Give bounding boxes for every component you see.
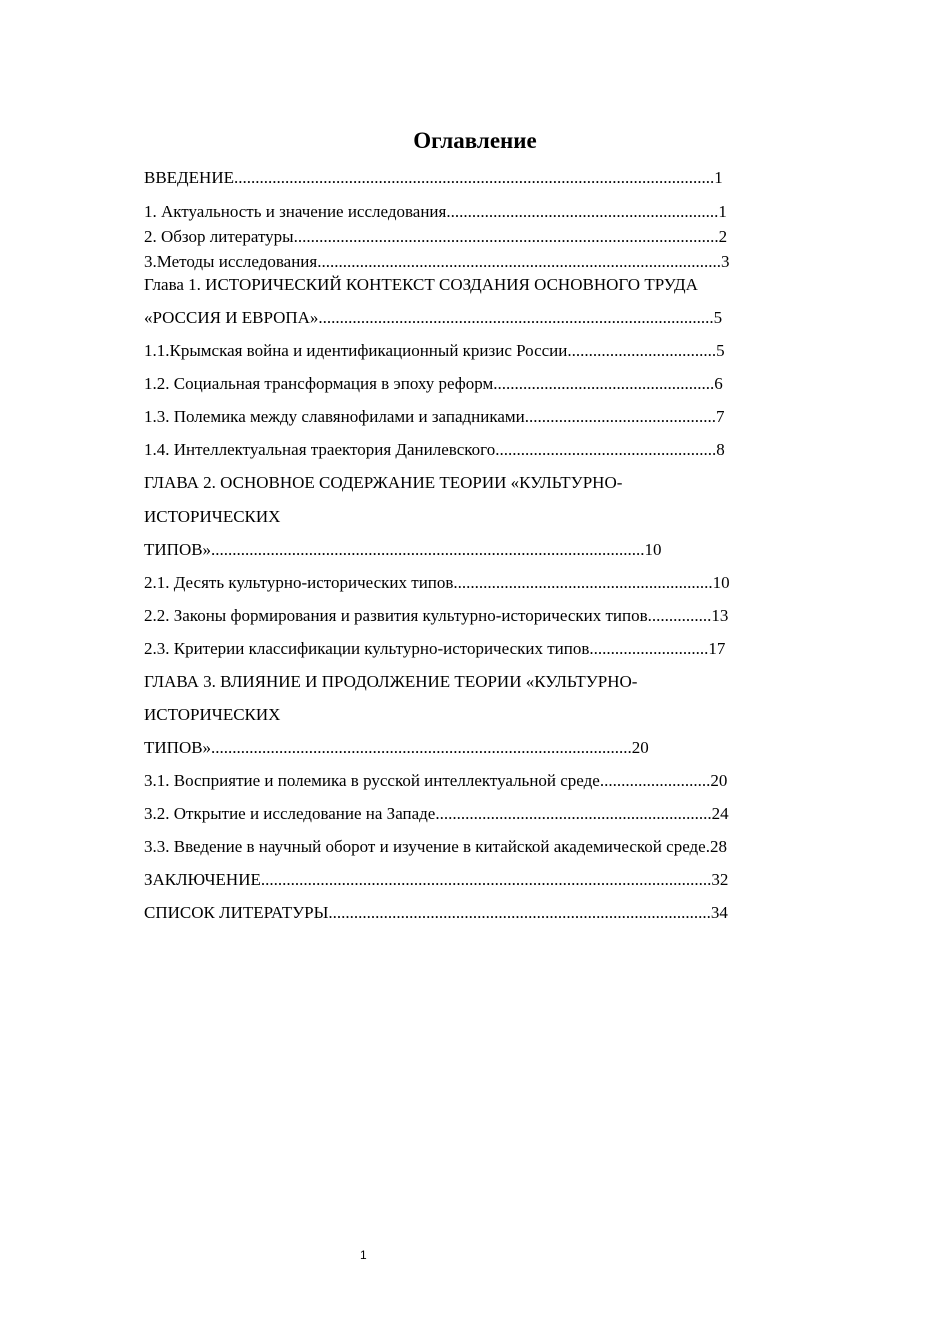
toc-entry-1-1: 1.1.Крымская война и идентификационный кризис России...................................5 <box>144 341 725 360</box>
toc-entry-chapter-1-line-1: Глава 1. ИСТОРИЧЕСКИЙ КОНТЕКСТ СОЗДАНИЯ ОСНОВНОГО ТРУДА <box>144 275 698 294</box>
toc-entry-bibliography: СПИСОК ЛИТЕРАТУРЫ..........................................................................................34 <box>144 903 728 922</box>
toc-entry-chapter-3-line-1: ГЛАВА 3. ВЛИЯНИЕ И ПРОДОЛЖЕНИЕ ТЕОРИИ «КУЛЬТУРНО- <box>144 672 638 691</box>
toc-entry-3-2: 3.2. Открытие и исследование на Западе.................................................................24 <box>144 804 729 823</box>
toc-entry-2-3: 2.3. Критерии классификации культурно-исторических типов............................17 <box>144 639 726 658</box>
toc-entry-2-2: 2.2. Законы формирования и развития культурно-исторических типов...............13 <box>144 606 729 625</box>
toc-entry-chapter-1-line-2: «РОССИЯ И ЕВРОПА».............................................................................................5 <box>144 308 723 327</box>
toc-entry-1-3: 1.3. Полемика между славянофилами и западниками.............................................7 <box>144 407 725 426</box>
toc-entry-chapter-3-line-3: ТИПОВ»...................................................................................................20 <box>144 738 649 757</box>
toc-entry-methods: 3.Методы исследования...............................................................................................3 <box>144 252 730 271</box>
toc-entry-chapter-2-line-1: ГЛАВА 2. ОСНОВНОЕ СОДЕРЖАНИЕ ТЕОРИИ «КУЛЬТУРНО- <box>144 473 623 492</box>
toc-entry-introduction: ВВЕДЕНИЕ.................................................................................................................1 <box>144 168 723 187</box>
toc-entry-literature-review: 2. Обзор литературы....................................................................................................2 <box>144 227 728 246</box>
toc-entry-conclusion: ЗАКЛЮЧЕНИЕ..........................................................................................................32 <box>144 870 729 889</box>
toc-entry-2-1: 2.1. Десять культурно-исторических типов.............................................................10 <box>144 573 730 592</box>
toc-entry-chapter-3-line-2: ИСТОРИЧЕСКИХ <box>144 705 281 724</box>
toc-entry-1-2: 1.2. Социальная трансформация в эпоху реформ....................................................6 <box>144 374 723 393</box>
toc-entry-3-1: 3.1. Восприятие и полемика в русской интеллектуальной среде..........................20 <box>144 771 728 790</box>
toc-entry-3-3: 3.3. Введение в научный оборот и изучение в китайской академической среде.28 <box>144 837 727 856</box>
toc-entry-chapter-2-line-3: ТИПОВ»......................................................................................................10 <box>144 540 662 559</box>
toc-entry-relevance: 1. Актуальность и значение исследования................................................................1 <box>144 202 727 221</box>
toc-entry-1-4: 1.4. Интеллектуальная траектория Данилевского....................................................8 <box>144 440 725 459</box>
toc-entry-chapter-2-line-2: ИСТОРИЧЕСКИХ <box>144 507 281 526</box>
page-number: 1 <box>360 1248 367 1262</box>
toc-title: Оглавление <box>413 128 537 153</box>
